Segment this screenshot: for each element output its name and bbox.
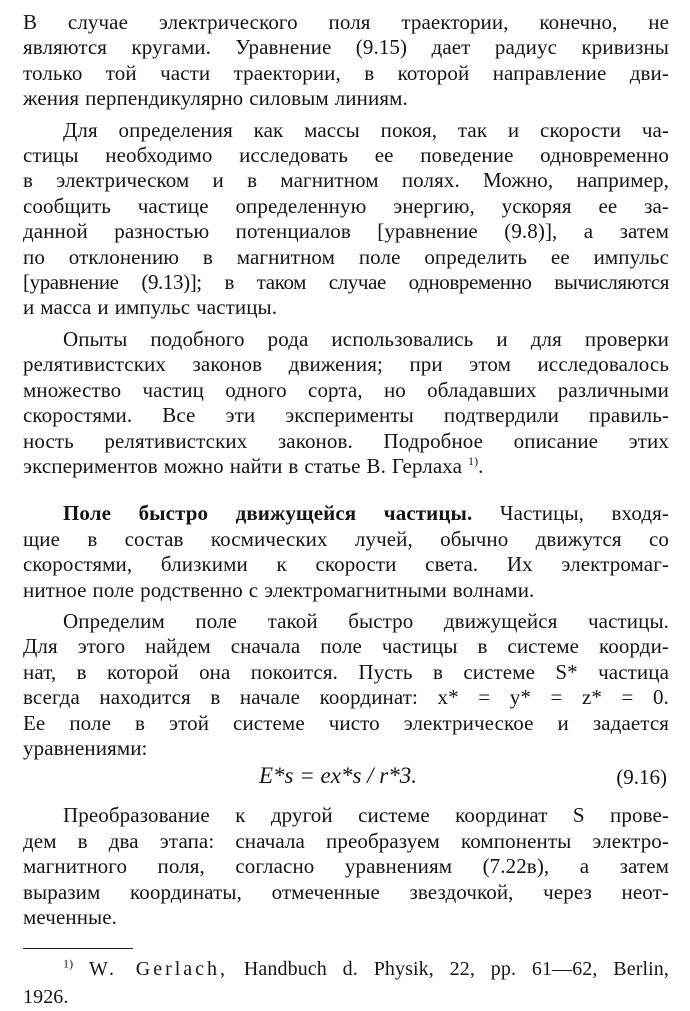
text-line: релятивистских законов движения; при этом исследовалось: [23, 352, 669, 377]
text-line: сообщить частице определенную энергию, ускоряя ее за-: [23, 193, 669, 218]
text-run: Частицы, входя-: [499, 501, 669, 526]
text-line: нитное поле родственно с электромагнитными волнами.: [23, 577, 535, 602]
text-line: только той части траектории, в которой направление дви-: [23, 60, 669, 85]
section-heading: Поле быстро движущейся частицы.: [63, 501, 473, 526]
text-line: магнитного поля, согласно уравнениям (7.22в), а затем: [23, 854, 669, 879]
text-line: Опыты подобного рода использовались и для проверки: [63, 326, 669, 351]
text-line: Определим поле такой быстро движущейся частицы.: [63, 608, 669, 633]
text-line: В случае электрического поля траектории, конечно, не: [23, 10, 669, 34]
paragraph-3: [23, 327, 669, 479]
text-line: стицы необходимо исследовать ее поведение одновременно: [23, 143, 669, 168]
text-line: всегда находится в начале координат: x* = y* = z* = 0.: [23, 685, 669, 710]
text-line: являются кругами. Уравнение (9.15) дает радиус кривизны: [23, 35, 669, 60]
footnote-marker: 1): [63, 956, 74, 971]
equation-number: (9.16): [616, 765, 667, 790]
text-line: нат, в которой она покоится. Пусть в системе S* частица: [23, 659, 669, 684]
equation: E*s = ex*s / r*3.: [259, 763, 417, 789]
text-line: выразим координаты, отмеченные звездочкой, через неот-: [23, 879, 669, 904]
paragraph-1: [23, 10, 669, 112]
text-line: Преобразование к другой системе координат S прове-: [63, 803, 669, 828]
section-paragraph: [23, 501, 669, 603]
text-line: и масса и импульс частицы.: [23, 295, 278, 320]
footnote-line: 1926.: [23, 986, 69, 1009]
text-line: скоростями, близкими к скорости света. Их электромаг-: [23, 552, 669, 577]
text-line: [23, 454, 669, 479]
text-line: множество частиц одного сорта, но обладавших различными: [23, 377, 669, 402]
paragraph-2: [23, 118, 669, 321]
text-line: в электрическом и в магнитном полях. Можно, например,: [23, 168, 669, 193]
text-line: дем в два этапа: сначала преобразуем компоненты электро-: [23, 828, 669, 853]
footnote: [23, 955, 669, 1011]
text-line: по отклонению в магнитном поле определить ее импульс: [23, 244, 669, 269]
footnote-author: W. Gerlach,: [89, 958, 229, 981]
text-line: уравнениями:: [23, 735, 148, 760]
text-line: щие в состав космических лучей, обычно движутся со: [23, 526, 669, 551]
text-line: скоростями. Все эти эксперименты подтвердили правиль-: [23, 403, 669, 428]
text-run: .: [478, 453, 484, 478]
footnote-line: [23, 955, 669, 983]
text-line: ность релятивистских законов. Подробное описание этих: [23, 428, 669, 453]
footnote-divider: [23, 948, 133, 949]
paragraph-6: [23, 803, 669, 930]
text-line: Для определения как массы покоя, так и скорости ча-: [63, 117, 669, 142]
text-line: Для этого найдем сначала поле частицы в системе коорди-: [23, 634, 669, 659]
text-line: данной разностью потенциалов [уравнение (9.8)], а затем: [23, 219, 669, 244]
text-line: [23, 501, 669, 526]
text-run: экспериментов можно найти в статье В. Герлаха: [23, 453, 463, 478]
document-page: [23, 10, 669, 1011]
text-line: меченные.: [23, 905, 118, 929]
footnote-reference: 1): [467, 453, 479, 468]
text-line: [уравнение (9.13)]; в таком случае одновременно вычисляются: [23, 270, 669, 295]
text-line: жения перпендикулярно силовым линиям.: [23, 86, 408, 111]
text-line: Ее поле в этой системе чисто электрическое и задается: [23, 710, 669, 735]
equation-row: [23, 761, 669, 797]
paragraph-5: [23, 609, 669, 761]
footnote-source: Handbuch d. Physik, 22, pp. 61—62, Berlin,: [243, 958, 669, 981]
